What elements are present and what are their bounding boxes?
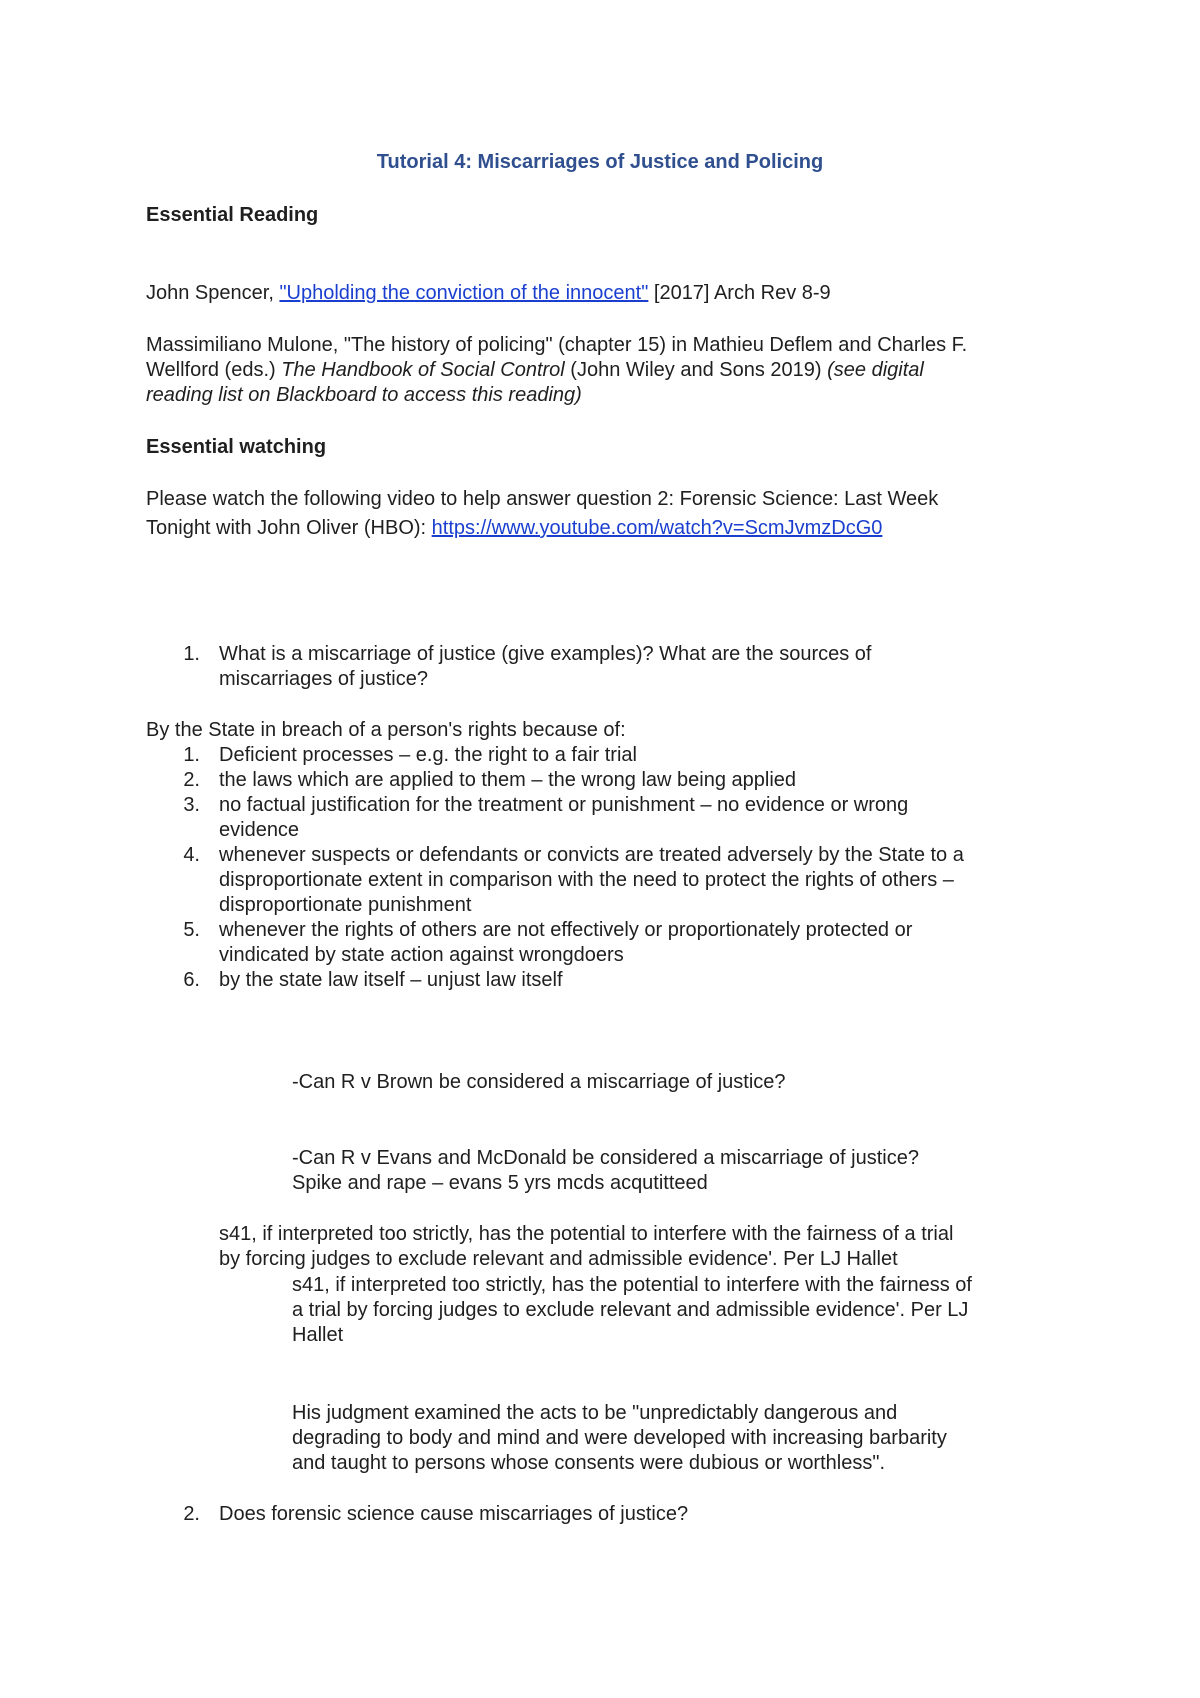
evans-question: -Can R v Evans and McDonald be considered a miscarriage of justice?	[292, 1147, 919, 1169]
evans-note: Spike and rape – evans 5 yrs mcds acqutitteed	[292, 1172, 708, 1194]
list-item: by the state law itself – unjust law itself	[219, 969, 563, 991]
reading-reference-1	[146, 281, 831, 306]
reference-editors: Wellford (eds.)	[146, 359, 282, 381]
question-2-text: Does forensic science cause miscarriages of justice?	[219, 1503, 689, 1525]
list-item: whenever suspects or defendants or convicts are treated adversely by the State to a	[219, 844, 964, 866]
youtube-link[interactable]: https://www.youtube.com/watch?v=ScmJvmzDcG0	[431, 517, 883, 539]
reading-reference-2-line-1: Massimiliano Mulone, "The history of policing" (chapter 15) in Mathieu Deflem and Charles F.	[146, 334, 968, 356]
publisher: (John Wiley and Sons 2019)	[564, 359, 828, 381]
list-item-cont: vindicated by state action against wrongdoers	[219, 944, 624, 966]
book-title: The Handbook of Social Control	[281, 359, 565, 381]
s41-quote-1-line-2: by forcing judges to exclude relevant and admissible evidence'. Per LJ Hallet	[219, 1248, 898, 1270]
s41-quote-2-line-2: a trial by forcing judges to exclude relevant and admissible evidence'. Per LJ	[292, 1299, 969, 1321]
s41-quote-1-line-1: s41, if interpreted too strictly, has the potential to interfere with the fairness of a trial	[219, 1223, 954, 1245]
essential-reading-heading: Essential Reading	[146, 204, 319, 226]
list-item-number: 5.	[183, 919, 200, 941]
sources-intro: By the State in breach of a person's rights because of:	[146, 719, 626, 741]
question-1-line-1: What is a miscarriage of justice (give examples)? What are the sources of	[219, 643, 872, 665]
list-item-cont: disproportionate extent in comparison with the need to protect the rights of others –	[219, 869, 954, 891]
brown-question: -Can R v Brown be considered a miscarriage of justice?	[292, 1071, 786, 1093]
list-item-number: 2.	[183, 769, 200, 791]
watching-line-1: Please watch the following video to help answer question 2: Forensic Science: Last Week	[146, 488, 939, 510]
access-note: (see digital	[827, 359, 924, 381]
list-item-cont: disproportionate punishment	[219, 894, 472, 916]
list-item: Deficient processes – e.g. the right to a fair trial	[219, 744, 637, 766]
s41-quote-2-line-1: s41, if interpreted too strictly, has the potential to interfere with the fairness of	[292, 1274, 972, 1296]
question-1-number: 1.	[183, 643, 200, 665]
list-item-number: 3.	[183, 794, 200, 816]
judgment-line-1: His judgment examined the acts to be "unpredictably dangerous and	[292, 1402, 898, 1424]
list-item: whenever the rights of others are not effectively or proportionately protected or	[219, 919, 913, 941]
s41-quote-2-line-3: Hallet	[292, 1324, 344, 1346]
question-2-number: 2.	[183, 1503, 200, 1525]
list-item-cont: evidence	[219, 819, 300, 841]
list-item-number: 6.	[183, 969, 200, 991]
watching-text: Tonight with John Oliver (HBO):	[146, 517, 432, 539]
list-item: the laws which are applied to them – the wrong law being applied	[219, 769, 797, 791]
watching-line-2	[146, 516, 882, 541]
reference-citation: [2017] Arch Rev 8-9	[648, 282, 831, 304]
article-link[interactable]: "Upholding the conviction of the innocent"	[279, 282, 649, 304]
page-title: Tutorial 4: Miscarriages of Justice and Policing	[376, 151, 824, 173]
reading-reference-2-line-3	[146, 383, 582, 408]
question-1-line-2: miscarriages of justice?	[219, 668, 428, 690]
reading-reference-2-line-2	[146, 358, 924, 383]
list-item: no factual justification for the treatment or punishment – no evidence or wrong	[219, 794, 909, 816]
judgment-line-3: and taught to persons whose consents were dubious or worthless".	[292, 1452, 885, 1474]
list-item-number: 1.	[183, 744, 200, 766]
list-item-number: 4.	[183, 844, 200, 866]
essential-watching-heading: Essential watching	[146, 436, 327, 458]
reference-author: John Spencer,	[146, 282, 280, 304]
judgment-line-2: degrading to body and mind and were developed with increasing barbarity	[292, 1427, 947, 1449]
access-note-cont: reading list on Blackboard to access this reading)	[146, 384, 582, 406]
